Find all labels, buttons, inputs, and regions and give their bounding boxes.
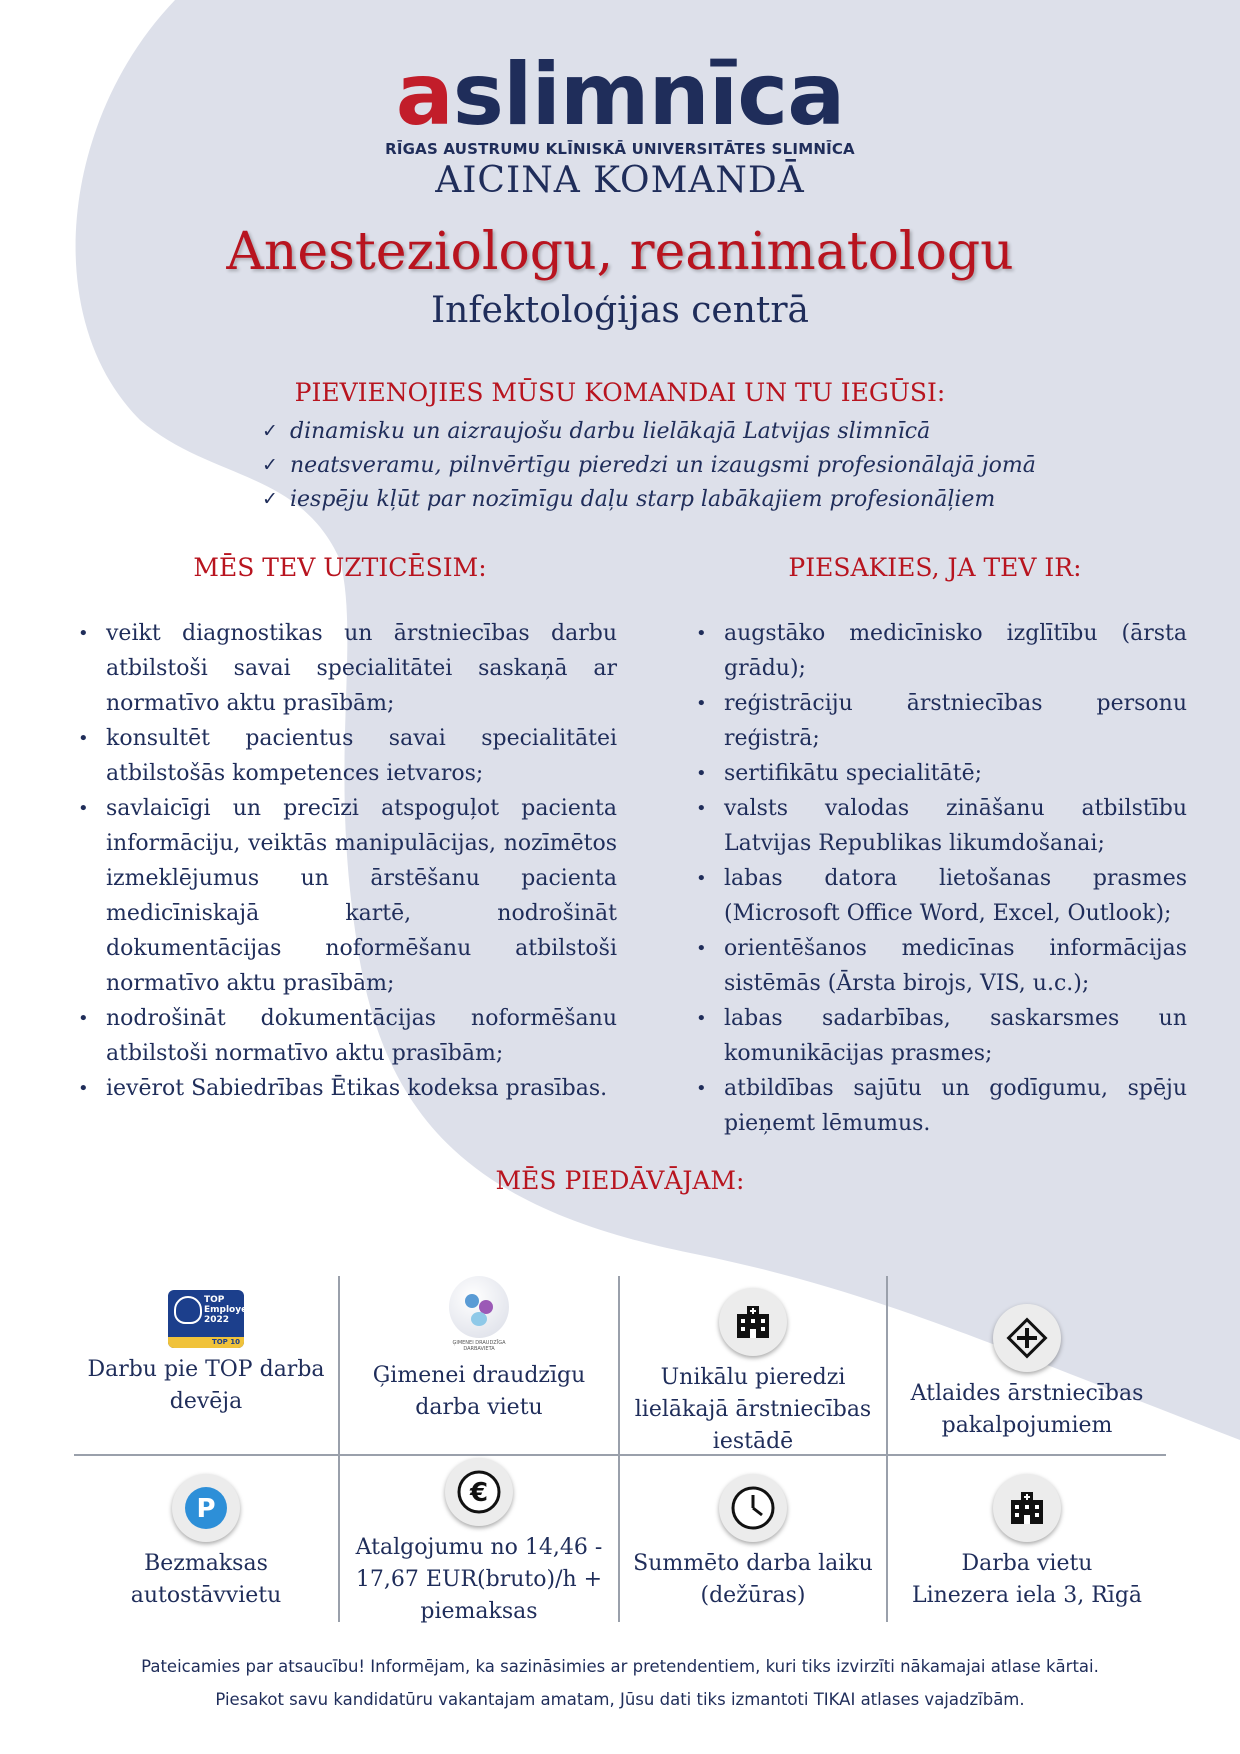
requirement-text: orientēšanos medicīnas informācijas sistēmās (Ārsta birojs, VIS, u.c.); xyxy=(724,936,1187,996)
badge-text-top: TOP xyxy=(204,1295,225,1305)
requirement-item xyxy=(690,931,1187,1001)
medical-cross-icon xyxy=(993,1304,1061,1372)
offer-workplace-location xyxy=(888,1474,1166,1612)
offer-text-line: pakalpojumiem xyxy=(941,1413,1113,1438)
clock-icon xyxy=(719,1474,787,1542)
logo xyxy=(0,45,1240,158)
offer-text-line: autostāvvietu xyxy=(130,1583,282,1608)
requirement-item xyxy=(690,616,1187,686)
benefit-text: iespēju kļūt par nozīmīgu daļu starp labākajiem profesionāļiem xyxy=(290,486,996,512)
badge-text-employer: Employer xyxy=(204,1305,252,1315)
benefit-item xyxy=(262,482,1036,516)
invite-heading: AICINA KOMANDĀ xyxy=(435,160,805,201)
offer-summed-hours xyxy=(620,1474,886,1612)
trust-text: konsultēt pacientus savai specialitātei atbilstošās kompetences ietvaros; xyxy=(106,726,617,786)
benefit-text: neatsveramu, pilnvērtīgu pieredzi un izaugsmi profesionālajā jomā xyxy=(290,452,1036,478)
family-figure-mark xyxy=(465,1294,479,1308)
offer-top-employer xyxy=(74,1290,338,1418)
offer-text-line: lielākajā ārstniecības xyxy=(634,1397,872,1422)
offer-heading: MĒS PIEDĀVĀJAM: xyxy=(495,1166,745,1195)
offer-discounts xyxy=(888,1304,1166,1442)
hospital-location-icon xyxy=(993,1474,1061,1542)
top-employer-badge-icon xyxy=(168,1290,252,1348)
logo-wordmark xyxy=(0,45,1240,145)
logo-subtitle: RĪGAS AUSTRUMU KLĪNISKĀ UNIVERSITĀTES SLIMNĪCA xyxy=(385,140,855,158)
offer-text-line: Unikālu pieredzi xyxy=(660,1365,846,1390)
offer-text-line: Summēto darba laiku xyxy=(633,1551,873,1576)
badge-text-year: 2022 xyxy=(204,1315,230,1325)
requirement-item xyxy=(690,1001,1187,1071)
offer-text-line: piemaksas xyxy=(420,1599,538,1624)
hospital-building-icon xyxy=(719,1288,787,1356)
requirement-text: sertifikātu specialitātē; xyxy=(724,761,982,786)
trust-item xyxy=(72,1001,617,1071)
requirement-item xyxy=(690,756,1187,791)
trust-item xyxy=(72,791,617,1001)
offer-text-line: Atlaides ārstniecības xyxy=(910,1381,1144,1406)
offer-salary xyxy=(340,1458,618,1628)
trust-list xyxy=(72,616,617,1106)
badge-heart-mark xyxy=(174,1296,202,1324)
offer-unique-experience xyxy=(620,1288,886,1458)
offer-family-friendly xyxy=(340,1276,618,1424)
bullet-icon: • xyxy=(78,728,89,749)
bullet-icon: • xyxy=(696,693,707,714)
footer-thanks: Pateicamies par atsaucību! Informējam, ka sazināsimies ar pretendentiem, kuri tiks izvirzīti nākamajai atlase kārtai. xyxy=(141,1657,1099,1676)
bullet-icon: • xyxy=(696,1078,707,1099)
logo-brand-name: slimnīca xyxy=(452,45,845,145)
requirement-item xyxy=(690,1071,1187,1141)
bullet-icon: • xyxy=(78,1008,89,1029)
requirement-text: labas datora lietošanas prasmes (Microsoft Office Word, Excel, Outlook); xyxy=(724,866,1187,926)
offer-text-line: devēja xyxy=(169,1389,243,1414)
svg-text:P: P xyxy=(196,1494,216,1524)
requirement-item xyxy=(690,861,1187,931)
requirements-list xyxy=(690,616,1187,1141)
svg-text:€: € xyxy=(469,1478,489,1508)
family-figure-mark xyxy=(471,1312,487,1326)
bullet-icon: • xyxy=(696,938,707,959)
trust-text: veikt diagnostikas un ārstniecības darbu atbilstoši savai specialitātei saskaņā ar normatīvo aktu prasībām; xyxy=(106,621,617,716)
requirement-text: reģistrāciju ārstniecības personu reģistrā; xyxy=(724,691,1187,751)
requirement-item xyxy=(690,686,1187,756)
bullet-icon: • xyxy=(696,623,707,644)
offer-text-line: iestādē xyxy=(712,1429,794,1454)
bullet-icon: • xyxy=(78,623,89,644)
benefit-item xyxy=(262,448,1036,482)
bullet-icon: • xyxy=(696,763,707,784)
offer-grid xyxy=(74,1276,1166,1622)
trust-heading: MĒS TEV UZTICĒSIM: xyxy=(193,553,487,582)
trust-text: nodrošināt dokumentācijas noformēšanu atbilstoši normatīvo aktu prasībām; xyxy=(106,1006,617,1066)
benefit-item xyxy=(262,414,1036,448)
bullet-icon: • xyxy=(696,1008,707,1029)
trust-text: ievērot Sabiedrības Ētikas kodeksa prasības. xyxy=(106,1076,608,1101)
footer-privacy: Piesakot savu kandidatūru vakantajam amatam, Jūsu dati tiks izmantoti TIKAI atlases vajadzībām. xyxy=(215,1690,1025,1709)
offer-text-line: 17,67 EUR(bruto)/h + xyxy=(355,1567,603,1592)
family-friendly-badge-icon xyxy=(449,1276,509,1338)
requirement-text: augstāko medicīnisko izglītību (ārsta grādu); xyxy=(724,621,1187,681)
bullet-icon: • xyxy=(78,1078,89,1099)
offer-text-line: Bezmaksas xyxy=(144,1551,268,1576)
requirement-text: valsts valodas zināšanu atbilstību Latvijas Republikas likumdošanai; xyxy=(724,796,1187,856)
logo-letter-a: a xyxy=(395,45,453,145)
requirements-heading: PIESAKIES, JA TEV IR: xyxy=(788,553,1082,582)
bullet-icon: • xyxy=(78,798,89,819)
euro-icon xyxy=(445,1458,513,1526)
offer-text-line: Darba vietu xyxy=(961,1551,1093,1576)
role-title: Anesteziologu, reanimatologu xyxy=(226,222,1014,282)
offer-text-line: Atalgojumu no 14,46 - xyxy=(355,1535,603,1560)
bullet-icon: • xyxy=(696,868,707,889)
benefits-list xyxy=(262,414,1036,516)
join-heading: PIEVIENOJIES MŪSU KOMANDAI UN TU IEGŪSI: xyxy=(294,378,946,407)
requirement-item xyxy=(690,791,1187,861)
parking-icon xyxy=(172,1474,240,1542)
offer-parking xyxy=(74,1474,338,1612)
requirement-text: labas sadarbības, saskarsmes un komunikācijas prasmes; xyxy=(724,1006,1187,1066)
offer-text-line: darba vietu xyxy=(415,1395,543,1420)
family-badge-label: ĢIMENEI DRAUDZĪGA DARBAVIETA xyxy=(452,1340,506,1352)
offer-text-line: Linezera iela 3, Rīgā xyxy=(911,1583,1143,1608)
badge-top10-strip: TOP 10 xyxy=(168,1337,244,1348)
bullet-icon: • xyxy=(696,798,707,819)
trust-item xyxy=(72,721,617,791)
trust-item xyxy=(72,1071,617,1106)
checkmark-icon: ✓ xyxy=(262,488,278,510)
requirement-text: atbildības sajūtu un godīgumu, spēju pieņemt lēmumus. xyxy=(724,1076,1187,1136)
offer-text-line: Ģimenei draudzīgu xyxy=(372,1363,586,1388)
benefit-text: dinamisku un aizraujošu darbu lielākajā Latvijas slimnīcā xyxy=(290,418,931,444)
checkmark-icon: ✓ xyxy=(262,420,278,442)
trust-text: savlaicīgi un precīzi atspoguļot pacienta informāciju, veiktās manipulācijas, nozīmētos izmeklējumus un ārstēšanu pacienta medicīniskajā kartē, nodrošināt dokumentācijas noformēšanu atbilstoši normatīvo aktu prasībām; xyxy=(106,796,617,996)
checkmark-icon: ✓ xyxy=(262,454,278,476)
offer-text-line: Darbu pie TOP darba xyxy=(87,1357,325,1382)
trust-item xyxy=(72,616,617,721)
department-subtitle: Infektoloģijas centrā xyxy=(430,290,810,331)
offer-text-line: (dežūras) xyxy=(700,1583,806,1608)
